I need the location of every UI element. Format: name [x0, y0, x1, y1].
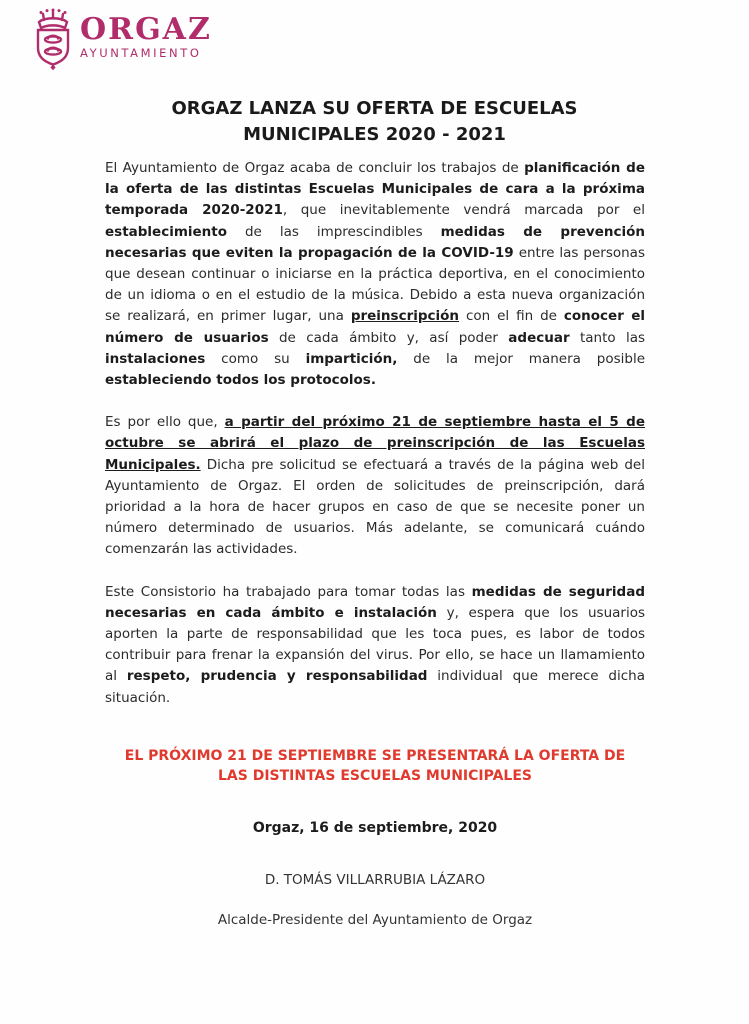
paragraph [105, 582, 645, 709]
text-run: planificación de la oferta de las distintas Escuelas Municipales de cara a la próxima temporada 2020-2021 [105, 160, 645, 219]
date-line: Orgaz, 16 de septiembre, 2020 [252, 819, 498, 836]
text-run: preinscripción [350, 308, 460, 325]
text-run: y, espera que los usuarios aporten la parte de responsabilidad que les toca pues, es labor de todos contribuir para frenar la expansión del virus. Por ello, se hace un llamamiento al [105, 604, 645, 685]
text-run: de las imprescindibles [227, 223, 441, 240]
signer-title: Alcalde-Presidente del Ayuntamiento de Orgaz [217, 911, 533, 928]
text-run: entre las personas que desean continuar o iniciarse en la práctica deportiva, en el conocimiento de un idioma o en el estudio de la música. Debido a esta nueva organización se realizará, en primer lugar, una [105, 244, 645, 325]
orgaz-logo [30, 7, 212, 69]
orgaz-crest-icon [30, 7, 76, 69]
text-run: tanto las [569, 329, 646, 346]
logo-text [80, 12, 212, 60]
paragraph [105, 412, 645, 560]
text-run: Este Consistorio ha trabajado para tomar todas las [105, 583, 472, 600]
text-run: adecuar [508, 329, 570, 346]
text-run: a partir del próximo 21 de septiembre hasta el 5 de octubre se abrirá el plazo de preinscripción de las Escuelas Municipales. [105, 414, 645, 473]
text-run: , que inevitablemente vendrá marcada por el [282, 202, 645, 219]
text-run: establecimiento [105, 223, 228, 240]
text-run: de cada ámbito y, así poder [268, 329, 509, 346]
logo-subtitle: AYUNTAMIENTO [80, 46, 202, 60]
text-run: medidas de seguridad necesarias en cada ámbito e instalación [105, 583, 645, 621]
text-run: de la mejor manera posible [397, 350, 646, 367]
text-run: instalaciones [105, 350, 206, 367]
announcement-banner: EL PRÓXIMO 21 DE SEPTIEMBRE SE PRESENTARÁ LA OFERTA DE LAS DISTINTAS ESCUELAS MUNICIPALES [124, 747, 626, 784]
text-run: estableciendo todos los protocolos. [105, 372, 376, 389]
document-content [105, 158, 645, 928]
signer-name: D. TOMÁS VILLARRUBIA LÁZARO [264, 871, 486, 888]
text-run: Es por ello que, [105, 414, 225, 431]
text-run: El Ayuntamiento de Orgaz acaba de concluir los trabajos de [105, 160, 525, 176]
text-run: con el fin de [459, 308, 564, 325]
paragraph [105, 158, 645, 391]
text-run: Dicha pre solicitud se efectuará a través de la página web del Ayuntamiento de Orgaz. El orden de solicitudes de preinscripción, dará prioridad a la hora de hacer grupos en caso de que se necesite poner un número determinado de usuarios. Más adelante, se comunicará cuándo comenzarán las actividades. [105, 456, 645, 558]
text-run: conocer el número de usuarios [105, 308, 645, 346]
text-run: individual que merece dicha situación. [105, 668, 645, 706]
document-body [105, 158, 645, 709]
text-run: medidas de prevención necesarias que eviten la propagación de la COVID-19 [105, 223, 645, 261]
text-run: impartición, [305, 350, 398, 367]
logo-title: ORGAZ [80, 12, 212, 47]
text-run: como su [205, 350, 306, 367]
document-title: ORGAZ LANZA SU OFERTA DE ESCUELAS MUNICIPALES 2020 - 2021 [171, 98, 578, 145]
text-run: respeto, prudencia y responsabilidad [126, 668, 428, 685]
